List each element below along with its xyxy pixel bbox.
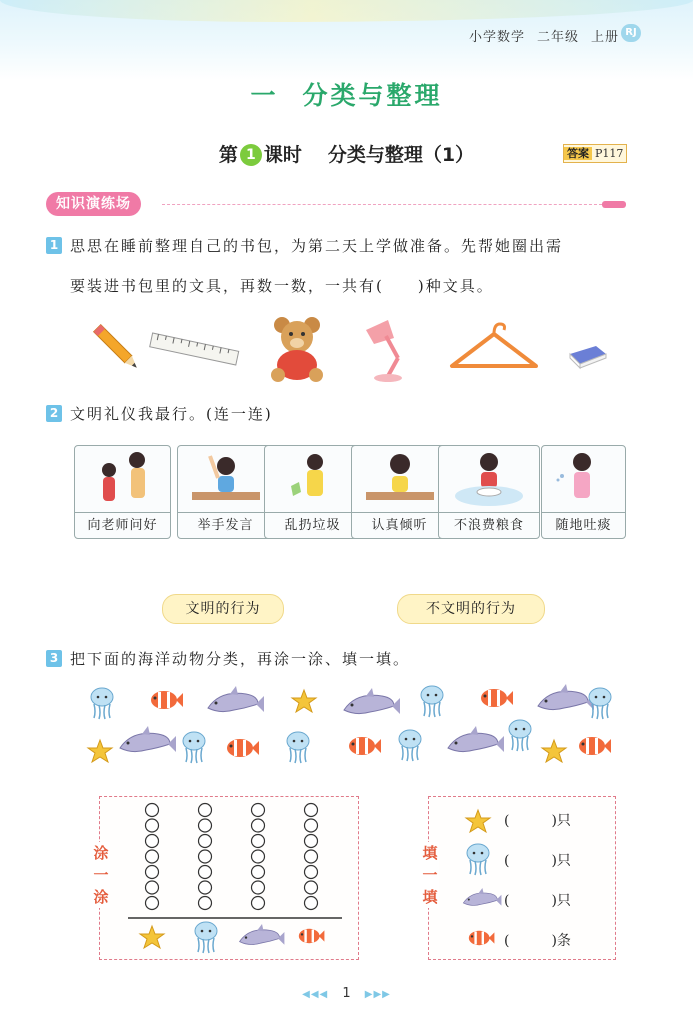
unit-number: 一: [250, 81, 279, 110]
bubble-circle[interactable]: [199, 897, 212, 910]
bubble-circle[interactable]: [252, 850, 265, 863]
behavior-card-6[interactable]: [541, 445, 626, 539]
bubble-circle[interactable]: [252, 881, 265, 894]
spitting-illustration: [542, 446, 626, 512]
section-badge: 知识演练场: [46, 192, 141, 216]
question-3-text: 把下面的海洋动物分类，再涂一涂、填一填。: [70, 650, 411, 668]
teddy-bear-icon[interactable]: [268, 315, 326, 383]
clownfish-icon: [299, 929, 325, 943]
lesson-number-badge: 1: [240, 144, 262, 166]
right-arrows-icon: ▶▶▶: [364, 989, 391, 1000]
bubble-circle[interactable]: [305, 881, 318, 894]
bubble-circle[interactable]: [305, 850, 318, 863]
dolphin-icon: [208, 686, 264, 712]
lesson-prefix: 第: [218, 144, 238, 166]
bubble-circle[interactable]: [199, 835, 212, 848]
dolphin-icon: [120, 726, 176, 752]
bubble-circle[interactable]: [199, 804, 212, 817]
question-1-line-1: 思思在睡前整理自己的书包，为第二天上学做准备。先帮她圈出需: [70, 237, 564, 255]
answer-reference[interactable]: [563, 144, 627, 163]
bubble-circle[interactable]: [146, 835, 159, 848]
category-uncivilized[interactable]: 不文明的行为: [397, 594, 545, 624]
behavior-card-4[interactable]: [351, 445, 448, 539]
dolphin-icon: [463, 888, 501, 906]
clownfish-icon: [151, 691, 183, 709]
answer-label: 答案: [564, 147, 592, 160]
behavior-card-3-label: 乱扔垃圾: [265, 512, 360, 539]
jellyfish-icon: [287, 732, 309, 763]
bubble-circle[interactable]: [305, 866, 318, 879]
dolphin-icon: [538, 684, 594, 710]
jellyfish-icon: [399, 730, 421, 761]
category-civilized[interactable]: 文明的行为: [162, 594, 284, 624]
bubble-circle[interactable]: [305, 897, 318, 910]
bubble-circle[interactable]: [305, 804, 318, 817]
jellyfish-icon: [467, 844, 489, 875]
left-arrows-icon: ◀◀◀: [302, 989, 329, 1000]
lesson-suffix: 课时: [263, 144, 302, 166]
behavior-card-1[interactable]: [74, 445, 171, 539]
behavior-card-5[interactable]: [438, 445, 540, 539]
bubble-circle[interactable]: [146, 881, 159, 894]
starfish-icon: [466, 810, 490, 832]
dolphin-icon: [240, 924, 285, 945]
finishing-food-illustration: [439, 446, 534, 512]
behavior-card-1-label: 向老师问好: [75, 512, 170, 539]
starfish-icon: [292, 690, 316, 712]
bubble-circle[interactable]: [252, 819, 265, 832]
clownfish-icon: [579, 737, 611, 755]
starfish-icon: [140, 926, 164, 948]
fill-row-starfish[interactable]: ( )只: [504, 813, 571, 829]
edition-badge: RJ: [621, 24, 641, 42]
clownfish-icon: [481, 689, 513, 707]
jellyfish-icon: [183, 732, 205, 763]
clownfish-icon: [227, 739, 259, 757]
volume-label: 上册: [590, 30, 619, 45]
paint-label: 涂 一 涂: [93, 844, 109, 906]
question-2-text: 文明礼仪我最行。(连一连): [70, 405, 273, 423]
page-footer: [0, 986, 693, 1001]
jellyfish-icon: [195, 922, 217, 953]
bubble-circle[interactable]: [146, 897, 159, 910]
jellyfish-icon: [509, 720, 531, 751]
unit-name: 分类与整理: [302, 81, 443, 110]
raising-hand-illustration: [178, 446, 273, 512]
bubble-circle[interactable]: [252, 804, 265, 817]
starfish-icon: [542, 740, 566, 762]
fill-row-jellyfish[interactable]: ( )只: [504, 853, 571, 869]
sea-animals-group: [80, 680, 620, 772]
dolphin-icon: [344, 688, 400, 714]
bubble-circle[interactable]: [146, 819, 159, 832]
bubble-circle[interactable]: [199, 881, 212, 894]
clothes-hanger-icon[interactable]: [448, 320, 540, 378]
bubble-circle[interactable]: [252, 866, 265, 879]
jellyfish-icon: [421, 686, 443, 717]
fill-row-dolphin[interactable]: ( )只: [504, 893, 571, 909]
starfish-icon: [88, 740, 112, 762]
page-number: 1: [342, 986, 351, 1001]
fill-label: 填 一 填: [422, 844, 438, 906]
grade-label: 二年级: [536, 30, 579, 45]
dolphin-icon: [448, 726, 504, 752]
ruler-icon[interactable]: [148, 330, 240, 370]
bubble-circle[interactable]: [305, 835, 318, 848]
bubble-circle[interactable]: [199, 866, 212, 879]
bubble-circle[interactable]: [146, 866, 159, 879]
answer-page: P117: [595, 147, 624, 160]
greeting-teacher-illustration: [75, 446, 170, 512]
behavior-card-5-label: 不浪费粮食: [439, 512, 539, 539]
unit-title: [0, 76, 693, 112]
bubble-circle[interactable]: [252, 897, 265, 910]
bubble-chart: [120, 800, 350, 956]
lesson-name: 分类与整理（1）: [327, 144, 475, 166]
eraser-icon[interactable]: [566, 340, 610, 370]
fill-row-clownfish[interactable]: ( )条: [504, 933, 571, 949]
littering-illustration: [265, 446, 360, 512]
bubble-circle[interactable]: [146, 850, 159, 863]
behavior-card-4-label: 认真倾听: [352, 512, 447, 539]
book-header: [457, 26, 619, 45]
question-1-number: 1: [46, 237, 62, 254]
bubble-circle[interactable]: [199, 850, 212, 863]
listening-illustration: [352, 446, 447, 512]
behavior-card-2-label: 举手发言: [178, 512, 273, 539]
section-divider: [162, 204, 602, 205]
behavior-card-3[interactable]: [264, 445, 361, 539]
pencil-icon[interactable]: [92, 318, 142, 378]
clownfish-icon: [349, 737, 381, 755]
jellyfish-icon: [91, 688, 113, 719]
question-2-number: 2: [46, 405, 62, 422]
bubble-circle[interactable]: [252, 835, 265, 848]
behavior-card-2[interactable]: [177, 445, 274, 539]
fill-row-icons: [462, 806, 502, 956]
jellyfish-icon: [589, 688, 611, 719]
question-1-line-2: 要装进书包里的文具，再数一数，一共有( )种文具。: [70, 277, 494, 295]
bubble-circle[interactable]: [146, 804, 159, 817]
behavior-card-6-label: 随地吐痰: [542, 512, 625, 539]
desk-lamp-icon[interactable]: [362, 316, 412, 384]
bubble-circle[interactable]: [199, 819, 212, 832]
bubble-circle[interactable]: [305, 819, 318, 832]
clownfish-icon: [469, 931, 495, 945]
pencil-decoration-icon: [602, 201, 626, 208]
subject-label: 小学数学: [468, 30, 525, 45]
question-3-number: 3: [46, 650, 62, 667]
